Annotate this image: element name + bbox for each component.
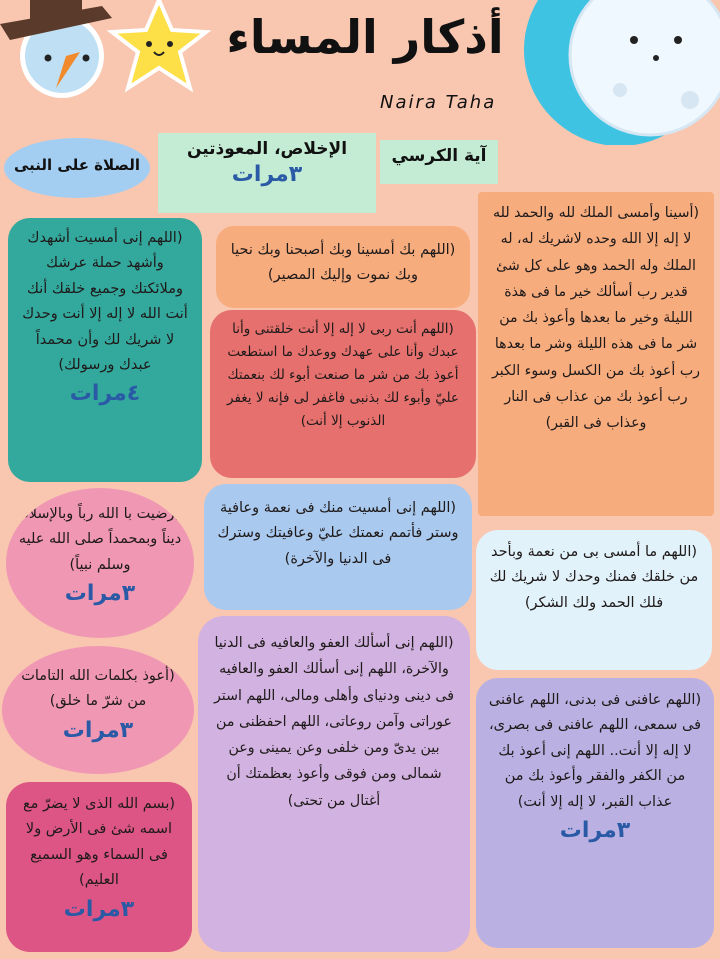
kalimat-count: ٣مرات bbox=[62, 717, 134, 743]
card-amsayna: (أسينا وأمسى الملك لله والحمد لله لا إله إلا الله وحده لاشريك له، له الملك وله الحمد وهو على كل شئ قدير رب أسألك خير ما فى هذة الليلة وخير ما بعدها وأعوذ بك من شر ما فى هذه الليلة وشر ما بعدها رب أعوذ بك من الكسل وسوء الكبر رب أعوذ بك من عذاب فى النار وعذاب فى القبر) bbox=[478, 192, 714, 516]
card-ma-amsa: (اللهم ما أمسى بى من نعمة وبأحد من خلقك فمنك وحدك لا شريك لك فلك الحمد ولك الشكر) bbox=[476, 530, 712, 670]
card-bika-amsayna: (اللهم بك أمسينا وبك أصبحنا وبك نحيا وبك نموت وإليك المصير) bbox=[216, 226, 470, 308]
card-niamah: (اللهم إنى أمسيت منك فى نعمة وعافية وستر فأتمم نعمتك عليّ وعافيتك وسترك فى الدنيا والآخرة) bbox=[204, 484, 472, 610]
author-name: Naira Taha bbox=[380, 92, 497, 113]
ushhiduk-text: (اللهم إنى أمسيت أشهدك وأشهد حملة عرشك وملائكتك وجميع خلقك أنك أنت الله لا إله إلا أنت وحدك لا شريك لك وأن محمداً عبدك ورسولك) bbox=[22, 230, 188, 373]
label-ikhlas bbox=[158, 133, 376, 213]
card-afw: (اللهم إنى أسألك العفو والعافيه فى الدنيا والآخرة، اللهم إنى أسألك العفو والعافيه فى دينى ودنياى وأهلى ومالى، اللهم استر عوراتى وآمن روعاتى، اللهم احفظنى من بين يدىّ ومن خلفى وعن يمينى وعن شمالى ومن فوقى وأعوذ بعظمتك أن أغتال من تحتى) bbox=[198, 616, 470, 952]
card-sayyid-istighfar: (اللهم أنت ربى لا إله إلا أنت خلقتنى وأنا عبدك وأنا على عهدك ووعدك ما استطعت أعوذ بك من شر ما صنعت أبوء لك بنعمتك عليّ وأبوء لك بذنبى فاغفر لى فإنه لا يغفر الذنوب إلا أنت) bbox=[210, 310, 476, 478]
snowman-icon bbox=[0, 0, 112, 100]
moon-icon bbox=[510, 0, 720, 145]
card-aafini bbox=[476, 678, 714, 948]
card-ushhiduk bbox=[8, 218, 202, 482]
page-title: أذكار المساء bbox=[226, 10, 504, 64]
aafini-count: ٣مرات bbox=[559, 817, 631, 843]
radeetu-text: (رضيت با الله رباً وبالإسلام ديناً وبمحمداً صلى الله عليه وسلم نبياً) bbox=[18, 506, 182, 573]
aafini-text: (اللهم عافنى فى بدنى، اللهم عافنى فى سمعى، اللهم عافنى فى بصرى، لا إله إلا أنت.. اللهم إنى أعوذ بك من الكفر والفقر وأعوذ بك من عذاب القبر، لا إله إلا أنت) bbox=[488, 692, 702, 810]
label-ayat-alkursi: آية الكرسي bbox=[380, 140, 498, 184]
label-salah: الصلاة على النبى bbox=[4, 138, 150, 198]
star-icon bbox=[104, 0, 214, 100]
card-radeetu bbox=[6, 488, 194, 638]
card-bismillah bbox=[6, 782, 192, 952]
ikhlas-count: ٣مرات bbox=[231, 162, 303, 187]
ushhiduk-count: ٤مرات bbox=[69, 381, 141, 407]
kalimat-text: (أعوذ بكلمات الله التامات من شرّ ما خلق) bbox=[21, 668, 175, 710]
bismillah-count: ٣مرات bbox=[63, 896, 135, 922]
card-kalimat bbox=[2, 646, 194, 774]
bismillah-text: (بسم الله الذى لا يضرّ مع اسمه شئ فى الأرض ولا فى السماء وهو السميع العليم) bbox=[22, 796, 176, 889]
ikhlas-text: الإخلاص، المعوذتين bbox=[186, 139, 348, 159]
radeetu-count: ٣مرات bbox=[64, 581, 136, 607]
